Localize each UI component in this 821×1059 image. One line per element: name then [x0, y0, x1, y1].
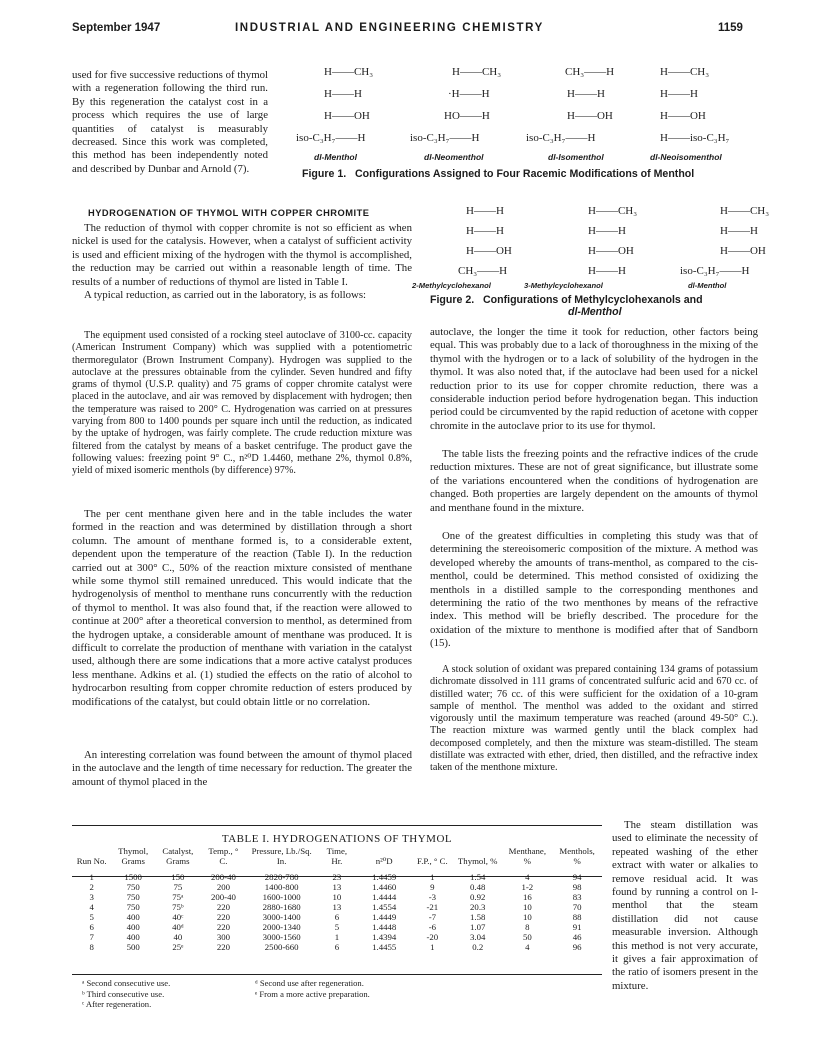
- cell: 40ᵈ: [172, 922, 184, 932]
- col-refractive: n²⁰D: [375, 856, 393, 866]
- fig1-c1-r1: ·H——H: [448, 88, 490, 100]
- fig2-name-3-methyl: 3-Methylcyclohexanol: [524, 281, 603, 290]
- cell: 70: [572, 902, 582, 912]
- cell: 1: [430, 942, 435, 952]
- cell: 220: [216, 912, 231, 922]
- fig2-c1-r2: H——OH: [588, 245, 634, 257]
- cell: 40ᶜ: [172, 912, 184, 922]
- cell: 6: [89, 922, 94, 932]
- cell: 1.54: [470, 872, 486, 882]
- footnotes-right: [255, 978, 370, 999]
- table-bottom-rule: [72, 974, 602, 975]
- cell: 20.3: [470, 902, 486, 912]
- cell: 0.2: [472, 942, 484, 952]
- cell: 75ᵃ: [172, 892, 184, 902]
- col-pressure: Pressure, Lb./Sq. In.: [251, 846, 312, 866]
- cell: 8: [89, 942, 94, 952]
- journal-title: INDUSTRIAL AND ENGINEERING CHEMISTRY: [235, 22, 544, 34]
- cell: 1.4448: [372, 922, 397, 932]
- fig1-c2-r2: H——OH: [567, 110, 613, 122]
- cell: 1.58: [470, 912, 486, 922]
- col-run: Run No.: [76, 856, 107, 866]
- cell: 46: [572, 932, 582, 942]
- fig1-c0-r2: H——OH: [324, 110, 370, 122]
- footnote-b: ᵇ Third consecutive use.: [82, 988, 165, 999]
- cell: 1.4394: [372, 932, 397, 942]
- footnotes-left: [82, 978, 170, 1010]
- cell: 2500-660: [264, 942, 299, 952]
- fig1-c1-r2: HO——H: [444, 110, 490, 122]
- cell: 200-40: [210, 872, 236, 882]
- cell: 3.04: [470, 932, 486, 942]
- cell: 5: [89, 912, 94, 922]
- left-p1: The reduction of thymol with copper chromite is not so efficient as when nickel is used for the catalysis. However, when a catalyst of sufficient activity is used and efficient mixing of the hydrogen with the thymol is accomplished, the reduction may be carried out within a reasonable length of time. The results of a number of reductions of thymol are listed in Table I.: [72, 222, 412, 288]
- cell: 13: [332, 882, 342, 892]
- cell: 23: [332, 872, 342, 882]
- fig1-c2-r3: iso-C₃H₇——H: [526, 132, 596, 144]
- cell: 220: [216, 902, 231, 912]
- left-p3: The equipment used consisted of a rocking steel autoclave of 3100-cc. capacity (American Instrument Company) which was supplied with a potentiometric thermoregulator (Brown Instrument Company). Hydrogen was supplied to the autoclave at the pressures obtainable from the cylinder. Seven hundred and fifty grams of thymol (U.S.P. quality) and 75 grams of copper chromite catalyst were placed in the autoclave, and air was removed by displacement with hydrogen; then the temperature was raised to 200° C. Hydrogenation was carried on at pressures varying from 800 to 1400 pounds per square inch until the reduction, as indicated by the uptake of hydrogen, was fairly complete. The crude reduction mixture was filtered from the catalyst by means of a basket centrifuge. The product gave the following values: freezing point 9° C., n²⁰D 1.4460, methane 2%, thymol 0.8%, yield of mixed isomeric menthols (by difference) 97%.: [72, 330, 412, 477]
- table-row: [72, 942, 602, 952]
- fig2-c2-r2: H——OH: [720, 245, 766, 257]
- cell: 10: [332, 892, 342, 902]
- page-date: September 1947: [72, 22, 161, 34]
- fig2-c1-r1: H——H: [588, 225, 626, 237]
- fig1-c3-r1: H——H: [660, 88, 698, 100]
- cell: -7: [428, 912, 437, 922]
- fig1-name-isomenthol: dl-Isomenthol: [548, 152, 604, 162]
- fig2-c2-r0: H——CH₃: [720, 205, 770, 217]
- figure-1-caption: [302, 168, 694, 180]
- cell: 10: [522, 902, 532, 912]
- figure-1-caption-label: Figure 1.: [302, 168, 347, 180]
- cell: 16: [522, 892, 532, 902]
- cell: -6: [428, 922, 437, 932]
- footnote-d: ᵈ Second use after regeneration.: [255, 978, 364, 988]
- fig1-name-neoisomenthol: dl-Neoisomenthol: [650, 152, 722, 162]
- fig1-c1-r0: H——CH₃: [452, 66, 502, 78]
- cell: 7: [89, 932, 94, 942]
- footnote-c: ᶜ After regeneration.: [82, 999, 152, 1009]
- cell: 3000-1560: [262, 932, 301, 942]
- cell: 98: [572, 882, 582, 892]
- left-p4: The per cent menthane given here and in the table includes the water formed in the reaction and was determined by distillation through a short column. The amount of menthane formed is, to a considerable extent, dependent upon the temperature of the reaction (Table I). In the reduction carried out at 300° C., 50% of the reaction mixture consisted of menthane while some thymol still remained unreduced. This would indicate that the hydrogenolysis of menthol to menthane runs concurrently with the reduction of thymol to menthol. It was also found that, if the reaction were allowed to continue at 200° after a theoretical conversion to menthol, as determined from the hydrogen uptake, a considerable amount of menthane was produced. It is difficult to correlate the production of menthane with variation in the catalyst used, although there are some indications that a more active catalyst produces less menthane. Adkins et al. (1) studied the effects on the ratio of alcohol to hydrocarbon resulting from copper chromite reduction of esters produced by modifications of the catalyst, but could obtain little or no correlation.: [72, 508, 412, 708]
- fig2-c0-r1: H——H: [466, 225, 504, 237]
- cell: 1: [89, 872, 94, 882]
- fig1-name-menthol: dl-Menthol: [314, 152, 357, 162]
- cell: 200: [216, 882, 231, 892]
- section-heading: HYDROGENATION OF THYMOL WITH COPPER CHROMITE: [88, 208, 370, 218]
- cell: 0.48: [470, 882, 486, 892]
- cell: 150: [171, 872, 185, 882]
- fig1-c2-r0: CH₃——H: [565, 66, 615, 78]
- fig1-c1-r3: iso-C₃H₇——H: [410, 132, 480, 144]
- cell: -3: [428, 892, 437, 902]
- fig1-c0-r1: H——H: [324, 88, 362, 100]
- table-1: [72, 846, 602, 952]
- cell: -21: [426, 902, 439, 912]
- cell: 83: [572, 892, 582, 902]
- intro-paragraph: used for five successive reductions of thymol with a regeneration following the third run. By this regeneration the catalyst cost in a process which requires the use of large quantities of catalyst is measurably decreased. Since this work was completed, this method has been independently noted and described by Dunbar and Arnold (7).: [72, 69, 268, 175]
- cell: 10: [522, 912, 532, 922]
- cell: 4: [525, 942, 530, 952]
- table-row: [72, 902, 602, 912]
- right-p3: One of the greatest difficulties in completing this study was that of determining the stereoisomeric composition of the mixture. A method was developed whereby the amounts of trans-menthol, as compared to the cis-menthol, could be determined. This method consisted of oxidizing the menthols in a distilled sample to the corresponding menthones and determining the ratio of the two menthones by means of the refractive index. This method will be briefly described. The procedure for the oxidation of the mixture to menthone is modified after that of Sandborn (15).: [430, 530, 758, 650]
- cell: 3000-1400: [262, 912, 301, 922]
- table-row: [72, 912, 602, 922]
- table-row: [72, 872, 602, 882]
- cell: 25ᵉ: [172, 942, 184, 952]
- table-row: [72, 922, 602, 932]
- cell: 9: [430, 882, 435, 892]
- cell: 220: [216, 922, 231, 932]
- cell: 400: [126, 932, 140, 942]
- cell: 5: [334, 922, 340, 932]
- cell: 400: [126, 922, 140, 932]
- cell: 220: [216, 942, 231, 952]
- cell: 1.4444: [372, 892, 397, 902]
- table-title: TABLE I. HYDROGENATIONS OF THYMOL: [221, 833, 453, 845]
- page-number: 1159: [718, 22, 743, 34]
- col-menthols: Menthols, %: [559, 846, 595, 866]
- fig1-c3-r2: H——OH: [660, 110, 706, 122]
- cell: 2: [89, 882, 94, 892]
- cell: 400: [126, 912, 140, 922]
- right-p1: autoclave, the longer the time it took for reduction, other factors being equal. This was probably due to a lack of thoroughness in the mixing of the thymol with the hydrogen or to a lack of solubility of the hydrogen in the thymol. It was also noted that, if the autoclave had been used for a nickel reduction prior to its use for copper chromite reduction, there was a considerable induction period before hydrogenation began. This induction period could be circumvented by the rapid reduction of acetone with copper chromite in the autoclave prior to its use for thymol.: [430, 326, 758, 432]
- fig1-c0-r3: iso-C₃H₇——H: [296, 132, 366, 144]
- fig2-c0-r2: H——OH: [466, 245, 512, 257]
- col-menthane: Menthane, %: [508, 846, 547, 866]
- fig1-c2-r1: H——H: [567, 88, 605, 100]
- figure-2-caption: [430, 294, 703, 306]
- cell: 1600-1000: [262, 892, 301, 902]
- cell: 750: [126, 892, 140, 902]
- cell: 75ᵇ: [172, 902, 184, 912]
- cell: 1400-800: [264, 882, 299, 892]
- fig1-c3-r0: H——CH₃: [660, 66, 710, 78]
- cell: 1: [430, 872, 435, 882]
- cell: 2820-780: [264, 872, 299, 882]
- table-top-rule: [72, 825, 602, 826]
- footnote-e: ᵉ From a more active preparation.: [255, 988, 370, 999]
- cell: 1-2: [521, 882, 534, 892]
- figure-2-caption-line2: dl-Menthol: [568, 306, 622, 318]
- cell: 4: [89, 902, 94, 912]
- figure-2-caption-line1: Configurations of Methylcyclohexanols and: [483, 294, 703, 306]
- col-thymol-grams: Thymol, Grams: [118, 846, 149, 866]
- cell: 1.4460: [372, 882, 397, 892]
- col-temp: Temp., ° C.: [208, 846, 239, 866]
- cell: 3: [89, 892, 94, 902]
- cell: 50: [522, 932, 532, 942]
- fig2-name-2-methyl: 2-Methylcyclohexanol: [412, 281, 491, 290]
- fig2-c1-r0: H——CH₃: [588, 205, 638, 217]
- cell: 96: [572, 942, 582, 952]
- fig2-name-menthol: dl-Menthol: [688, 281, 727, 290]
- fig1-c3-r3: H——iso-C₃H₇: [660, 132, 730, 144]
- fig2-c2-r3: iso-C₃H₇——H: [680, 265, 750, 277]
- cell: 8: [525, 922, 530, 932]
- table-header-row: [72, 846, 602, 866]
- figure-1: [280, 66, 750, 166]
- table-row: [72, 892, 602, 902]
- col-thymol-pct: Thymol, %: [457, 856, 498, 866]
- cell: 200-40: [210, 892, 236, 902]
- left-p2: A typical reduction, as carried out in the laboratory, is as follows:: [84, 289, 367, 301]
- cell: 500: [126, 942, 140, 952]
- cell: 6: [334, 912, 340, 922]
- table-row: [72, 882, 602, 892]
- right-p5: The steam distillation was used to eliminate the necessity of repeated washing of the ether extract with water or alkalies to remove residual acid. It was found by running a control on l-menthol that the steam distillation did not cause measurable inversion. Although this method is not very accurate, it gives a fair approximation of the ratio of isomers present in the mixture.: [612, 819, 758, 992]
- cell: 6: [334, 942, 340, 952]
- cell: 2880-1680: [262, 902, 301, 912]
- cell: 1.4459: [372, 872, 397, 882]
- fig2-c0-r3: CH₃——H: [458, 265, 508, 277]
- cell: 40: [173, 932, 183, 942]
- col-catalyst: Catalyst, Grams: [162, 846, 194, 866]
- footnote-a: ᵃ Second consecutive use.: [82, 978, 171, 988]
- cell: 2000-1340: [262, 922, 301, 932]
- fig2-c1-r3: H——H: [588, 265, 626, 277]
- cell: 1.07: [470, 922, 486, 932]
- cell: 91: [572, 922, 582, 932]
- fig1-name-neomenthol: dl-Neomenthol: [424, 152, 484, 162]
- cell: 750: [126, 902, 140, 912]
- fig2-c0-r0: H——H: [466, 205, 504, 217]
- cell: 1.4449: [372, 912, 397, 922]
- cell: 1: [334, 932, 340, 942]
- col-fp: F.P., ° C.: [417, 856, 448, 866]
- cell: 4: [525, 872, 530, 882]
- table-row: [72, 932, 602, 942]
- figure-1-caption-text: Configurations Assigned to Four Racemic Modifications of Menthol: [355, 168, 695, 180]
- cell: 13: [332, 902, 342, 912]
- figure-2: [412, 205, 770, 290]
- fig2-c2-r1: H——H: [720, 225, 758, 237]
- fig1-c0-r0: H——CH₃: [324, 66, 374, 78]
- cell: 88: [572, 912, 582, 922]
- cell: 1500: [124, 872, 142, 882]
- cell: 75: [173, 882, 183, 892]
- cell: 94: [572, 872, 582, 882]
- cell: -20: [426, 932, 439, 942]
- cell: 1.4455: [372, 942, 397, 952]
- left-p5: An interesting correlation was found between the amount of thymol placed in the autoclave and the length of time necessary for reduction. The greater the amount of thymol placed in the: [72, 749, 412, 788]
- cell: 300: [216, 932, 231, 942]
- right-p4: A stock solution of oxidant was prepared containing 134 grams of potassium dichromate dissolved in 111 grams of concentrated sulfuric acid and 670 cc. of distilled water; 76 cc. of this were sufficient for the oxidation of a 10-gram sample of menthol. The menthol was added to the oxidant and stirred vigorously until the maximum temperature was reached (around 49-50° C.). The reaction mixture was warmed gently until the black complex had decomposed completely, and then the mixture was steam-distilled. The steam distillate was extracted with ether, dried, then distilled, and the refractive index taken of the menthone mixture.: [430, 664, 758, 774]
- cell: 750: [126, 882, 140, 892]
- right-p2: The table lists the freezing points and the refractive indices of the crude reduction mixtures. These are not of great significance, but illustrate some of the variations encountered when the conditions of hydrogenation are changed. Both properties are largely dependent on the amounts of thymol and menthane found in the mixture.: [430, 448, 758, 514]
- col-time: Time, Hr.: [326, 846, 348, 866]
- cell: 1.4554: [372, 902, 397, 912]
- figure-2-caption-label: Figure 2.: [430, 294, 475, 306]
- cell: 0.92: [470, 892, 486, 902]
